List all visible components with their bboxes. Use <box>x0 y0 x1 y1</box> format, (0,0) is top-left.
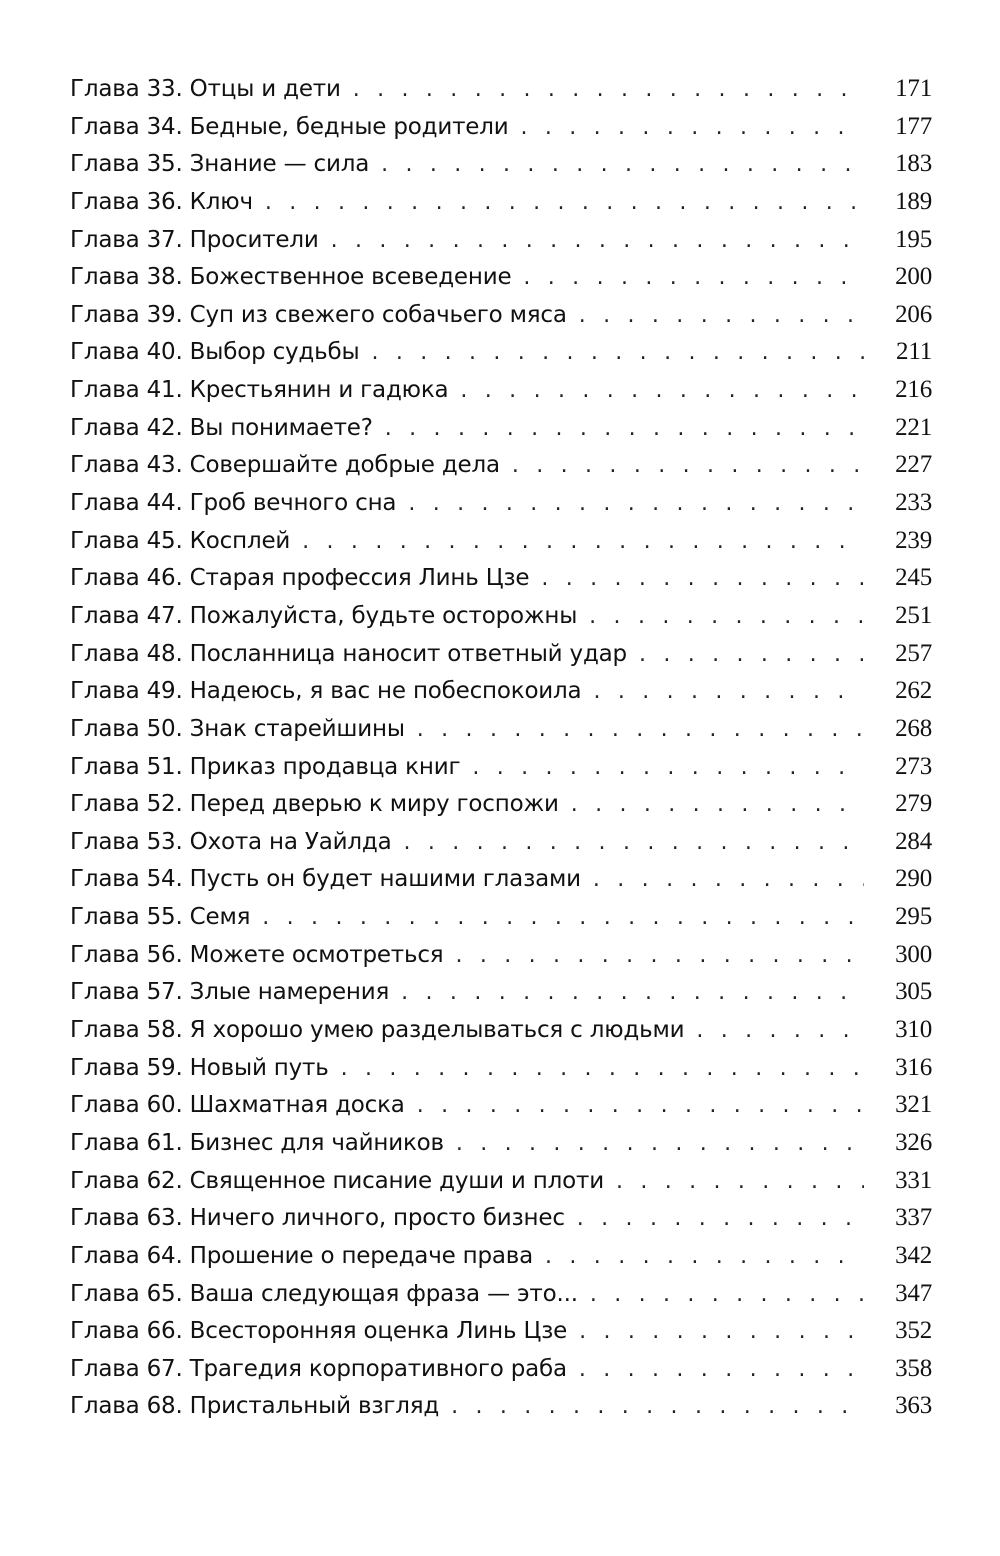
toc-entry-page: 177 <box>895 112 932 140</box>
toc-entry-title: Глава 42. Вы понимаете? <box>70 414 373 441</box>
dot-leader <box>381 146 864 184</box>
toc-entry-page: 337 <box>895 1204 932 1232</box>
toc-entry[interactable] <box>70 559 932 597</box>
toc-entry-title: Глава 64. Прошение о передаче права <box>70 1242 534 1269</box>
dot-leader <box>262 899 864 937</box>
toc-entry[interactable] <box>70 823 932 861</box>
toc-entry-page: 257 <box>895 639 932 667</box>
dot-leader <box>639 636 864 674</box>
toc-entry[interactable] <box>70 1387 932 1425</box>
toc-entry-page: 245 <box>895 564 932 592</box>
toc-entry[interactable] <box>70 296 932 334</box>
toc-entry-title: Глава 45. Косплей <box>70 527 291 554</box>
toc-entry-title: Глава 57. Злые намерения <box>70 979 390 1006</box>
toc-entry-page: 183 <box>895 150 932 178</box>
dot-leader <box>403 824 864 862</box>
toc-entry[interactable] <box>70 898 932 936</box>
dot-leader <box>579 1351 864 1389</box>
toc-entry-title: Глава 56. Можете осмотреться <box>70 941 444 968</box>
toc-entry[interactable] <box>70 145 932 183</box>
toc-entry[interactable] <box>70 221 932 259</box>
toc-list <box>70 70 932 1425</box>
toc-entry-title: Глава 66. Всесторонняя оценка Линь Цзе <box>70 1318 568 1345</box>
toc-entry-page: 342 <box>895 1241 932 1269</box>
toc-entry-title: Глава 55. Семя <box>70 904 251 931</box>
toc-entry[interactable] <box>70 258 932 296</box>
toc-entry[interactable] <box>70 371 932 409</box>
dot-leader <box>593 673 864 711</box>
toc-entry-title: Глава 61. Бизнес для чайников <box>70 1129 444 1156</box>
dot-leader <box>589 598 864 636</box>
toc-entry-page: 268 <box>895 714 932 742</box>
toc-entry-page: 310 <box>895 1016 932 1044</box>
toc-entry-page: 251 <box>895 601 932 629</box>
toc-entry-page: 290 <box>895 865 932 893</box>
dot-leader <box>417 1087 864 1125</box>
toc-entry[interactable] <box>70 1312 932 1350</box>
dot-leader <box>571 786 864 824</box>
toc-entry-title: Глава 39. Суп из свежего собачьего мяса <box>70 301 567 328</box>
toc-entry-page: 295 <box>895 903 932 931</box>
dot-leader <box>385 410 864 448</box>
toc-entry-title: Глава 41. Крестьянин и гадюка <box>70 377 449 404</box>
dot-leader <box>593 861 864 899</box>
toc-entry-page: 262 <box>895 677 932 705</box>
dot-leader <box>577 1200 864 1238</box>
toc-entry-title: Глава 46. Старая профессия Линь Цзе <box>70 565 530 592</box>
toc-entry-title: Глава 44. Гроб вечного сна <box>70 490 397 517</box>
toc-entry[interactable] <box>70 446 932 484</box>
toc-entry-page: 358 <box>895 1354 932 1382</box>
toc-entry-title: Глава 40. Выбор судьбы <box>70 339 360 366</box>
toc-entry-title: Глава 47. Пожалуйста, будьте осторожны <box>70 602 578 629</box>
toc-entry-page: 352 <box>895 1317 932 1345</box>
toc-entry-page: 233 <box>895 489 932 517</box>
toc-entry[interactable] <box>70 936 932 974</box>
toc-entry-page: 216 <box>895 376 932 404</box>
toc-entry-title: Глава 51. Приказ продавца книг <box>70 753 461 780</box>
toc-entry-title: Глава 59. Новый путь <box>70 1054 329 1081</box>
toc-entry[interactable] <box>70 333 932 371</box>
dot-leader <box>456 1125 864 1163</box>
toc-entry-page: 239 <box>895 526 932 554</box>
dot-leader <box>696 1012 864 1050</box>
dot-leader <box>302 523 864 561</box>
toc-entry[interactable] <box>70 860 932 898</box>
toc-entry[interactable] <box>70 183 932 221</box>
toc-entry-page: 363 <box>895 1392 932 1420</box>
dot-leader <box>341 1050 864 1088</box>
toc-entry[interactable] <box>70 108 932 146</box>
toc-entry-title: Глава 35. Знание — сила <box>70 151 370 178</box>
toc-entry-title: Глава 43. Совершайте добрые дела <box>70 452 500 479</box>
toc-entry-title: Глава 36. Ключ <box>70 188 253 215</box>
toc-entry[interactable] <box>70 710 932 748</box>
toc-entry-page: 273 <box>895 752 932 780</box>
toc-entry-page: 326 <box>895 1128 932 1156</box>
toc-entry-title: Глава 49. Надеюсь, я вас не побеспокоила <box>70 678 582 705</box>
toc-entry-title: Глава 34. Бедные, бедные родители <box>70 113 509 140</box>
dot-leader <box>353 71 864 109</box>
toc-entry[interactable] <box>70 522 932 560</box>
toc-entry[interactable] <box>70 973 932 1011</box>
dot-leader <box>545 1238 864 1276</box>
dot-leader <box>523 259 864 297</box>
toc-entry[interactable] <box>70 672 932 710</box>
toc-entry[interactable] <box>70 409 932 447</box>
toc-entry-title: Глава 33. Отцы и дети <box>70 76 341 102</box>
dot-leader <box>371 334 864 372</box>
toc-entry[interactable] <box>70 1199 932 1237</box>
toc-entry[interactable] <box>70 748 932 786</box>
toc-entry-page: 321 <box>895 1091 932 1119</box>
toc-entry-page: 305 <box>895 978 932 1006</box>
dot-leader <box>579 297 864 335</box>
toc-entry-title: Глава 67. Трагедия корпоративного раба <box>70 1355 567 1382</box>
toc-entry[interactable] <box>70 1086 932 1124</box>
toc-entry-title: Глава 50. Знак старейшины <box>70 715 405 742</box>
toc-entry-page: 189 <box>895 187 932 215</box>
toc-entry-title: Глава 68. Пристальный взгляд <box>70 1393 440 1420</box>
dot-leader <box>512 447 864 485</box>
toc-entry-page: 211 <box>896 338 932 366</box>
toc-entry[interactable] <box>70 1350 932 1388</box>
toc-entry-page: 331 <box>895 1166 932 1194</box>
dot-leader <box>521 109 865 147</box>
toc-entry-page: 200 <box>895 263 932 291</box>
toc-entry-page: 227 <box>895 451 932 479</box>
dot-leader <box>541 560 864 598</box>
toc-entry[interactable] <box>70 70 932 108</box>
toc-entry-title: Глава 63. Ничего личного, просто бизнес <box>70 1205 565 1232</box>
toc-entry[interactable] <box>70 785 932 823</box>
dot-leader <box>460 372 864 410</box>
toc-entry-page: 300 <box>895 940 932 968</box>
toc-entry[interactable] <box>70 1275 932 1313</box>
dot-leader <box>451 1388 864 1426</box>
toc-entry-title: Глава 37. Просители <box>70 226 319 253</box>
toc-entry-page: 206 <box>895 300 932 328</box>
toc-entry[interactable] <box>70 597 932 635</box>
toc-entry-page: 284 <box>895 827 932 855</box>
toc-entry[interactable] <box>70 484 932 522</box>
toc-entry[interactable] <box>70 1011 932 1049</box>
dot-leader <box>331 222 864 260</box>
toc-entry-page: 195 <box>895 225 932 253</box>
dot-leader <box>579 1313 864 1351</box>
toc-entry-page: 316 <box>895 1053 932 1081</box>
toc-entry-page: 347 <box>895 1279 932 1307</box>
toc-entry-title: Глава 62. Священное писание души и плоти <box>70 1167 604 1194</box>
toc-entry[interactable] <box>70 1237 932 1275</box>
toc-entry-title: Глава 52. Перед дверью к миру госпожи <box>70 791 559 818</box>
dot-leader <box>616 1163 864 1201</box>
toc-entry-title: Глава 48. Посланница наносит ответный удар <box>70 640 627 667</box>
toc-entry-title: Глава 54. Пусть он будет нашими глазами <box>70 866 581 893</box>
toc-entry[interactable] <box>70 1124 932 1162</box>
dot-leader <box>265 184 864 222</box>
dot-leader <box>417 711 864 749</box>
toc-entry-title: Глава 60. Шахматная доска <box>70 1092 405 1119</box>
dot-leader <box>408 485 864 523</box>
toc-entry[interactable] <box>70 1049 932 1087</box>
toc-entry[interactable] <box>70 1162 932 1200</box>
dot-leader <box>472 749 864 787</box>
toc-entry-title: Глава 38. Божественное всеведение <box>70 264 512 291</box>
toc-entry-title: Глава 53. Охота на Уайлда <box>70 828 392 855</box>
toc-entry-title: Глава 65. Ваша следующая фраза — это... <box>70 1280 578 1307</box>
toc-entry-page: 221 <box>895 413 932 441</box>
dot-leader <box>590 1276 864 1314</box>
toc-entry-title: Глава 58. Я хорошо умею разделываться с людьми <box>70 1017 685 1044</box>
dot-leader <box>401 974 864 1012</box>
dot-leader <box>455 937 864 975</box>
toc-entry-page: 279 <box>895 790 932 818</box>
toc-entry-page: 171 <box>895 75 932 102</box>
toc-entry[interactable] <box>70 635 932 673</box>
